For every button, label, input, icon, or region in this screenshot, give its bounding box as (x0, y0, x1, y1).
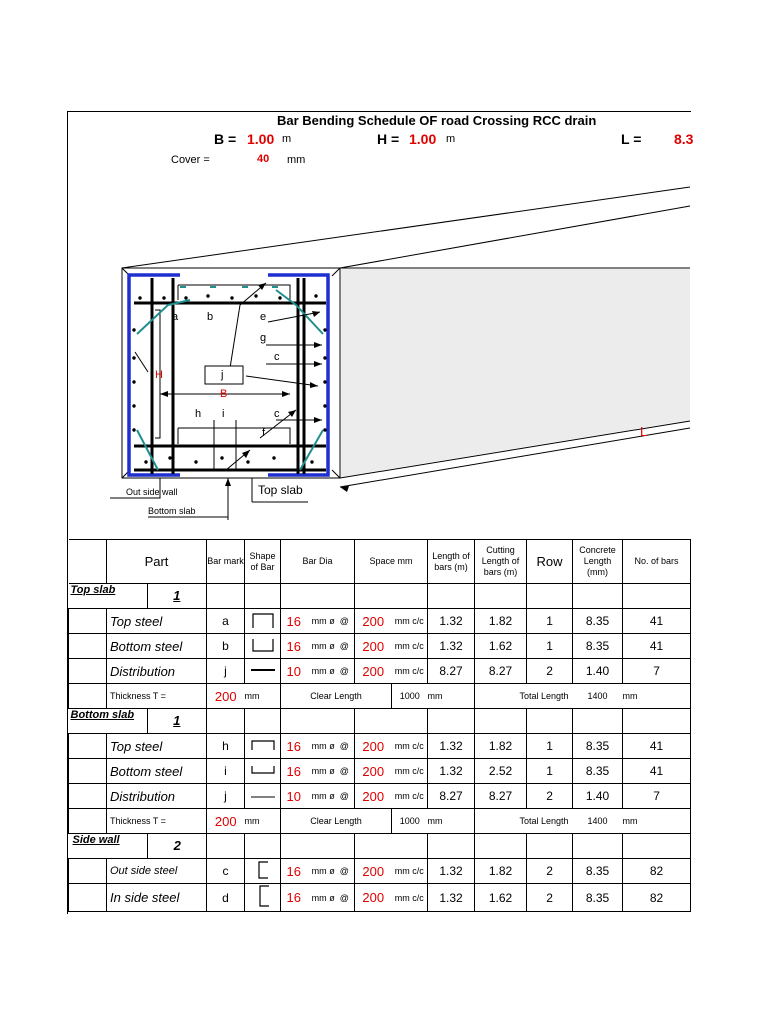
shape-cup-icon (245, 634, 281, 659)
width-value[interactable]: 1.00 (247, 131, 275, 147)
label-e: e (260, 311, 267, 323)
thickness-row: Thickness T = 200 mm Clear Length 1000 mm Total Length 1400 mm (69, 809, 691, 834)
shape-bracket-icon (245, 884, 281, 912)
height-value[interactable]: 1.00 (409, 131, 437, 147)
width-unit: m (282, 133, 292, 145)
section-number: 1 (147, 709, 206, 733)
table-row: Top steel h 16 mm ø @ 200 mm c/c 1.32 1.82 1 8.35 41 (69, 734, 691, 759)
drain-section-diagram (68, 175, 690, 539)
shape-bracket-icon (245, 859, 281, 884)
label-j: j (221, 369, 224, 381)
table-row: Distribution j 10 mm ø @ 200 mm c/c 8.27 8.27 2 1.40 7 (69, 659, 691, 684)
section-number: 1 (147, 584, 206, 608)
section-row-side-wall (69, 834, 691, 859)
label-f: f (262, 427, 266, 439)
header-part: Part (107, 540, 207, 584)
shape-bar-icon (245, 784, 281, 809)
label-i: i (222, 408, 225, 420)
cover-value[interactable]: 40 (257, 153, 270, 165)
label-c-top: c (274, 351, 280, 363)
shape-cap-icon (245, 609, 281, 634)
section-name: Side wall (72, 834, 120, 846)
table-row: Top steel a 16 mm ø @ 200 mm c/c 1.32 1.82 1 8.35 41 (69, 609, 691, 634)
length-label: L = (621, 131, 642, 147)
table-row: In side steel d 16 mm ø @ 200 mm c/c 1.32 1.62 2 8.35 82 (69, 884, 691, 912)
table-row: Out side steel c 16 mm ø @ 200 mm c/c 1.32 1.82 2 8.35 82 (69, 859, 691, 884)
callout-top-slab: Top slab (258, 483, 303, 497)
label-b: b (207, 311, 214, 323)
table-row: Distribution j 10 mm ø @ 200 mm c/c 8.27 8.27 2 1.40 7 (69, 784, 691, 809)
thickness-row: Thickness T = 200 mm Clear Length 1000 mm Total Length 1400 mm (69, 684, 691, 709)
header-concrete: Concrete Length (mm) (573, 540, 623, 584)
shape-cap-icon (245, 734, 281, 759)
section-number: 2 (147, 834, 206, 858)
table-row: Bottom steel b 16 mm ø @ 200 mm c/c 1.32 1.62 1 8.35 41 (69, 634, 691, 659)
header-nos: No. of bars (623, 540, 691, 584)
label-h-height: H (155, 369, 163, 381)
header-row: Row (527, 540, 573, 584)
table-row: Bottom steel i 16 mm ø @ 200 mm c/c 1.32 2.52 1 8.35 41 (69, 759, 691, 784)
shape-cup-icon (245, 759, 281, 784)
callout-bottom-slab: Bottom slab (148, 506, 196, 516)
header-bar-mark: Bar mark (207, 540, 245, 584)
label-a: a (172, 311, 179, 323)
section-row-bottom-slab (69, 709, 691, 734)
cover-label: Cover = (171, 154, 210, 166)
page-title: Bar Bending Schedule OF road Crossing RCC drain (277, 113, 597, 128)
height-label: H = (377, 131, 400, 147)
header-space: Space mm (355, 540, 428, 584)
length-value[interactable]: 8.3 (674, 131, 694, 147)
callout-out-side-wall: Out side wall (126, 487, 178, 497)
width-label: B = (214, 131, 237, 147)
label-c-bottom: c (274, 408, 280, 420)
section-row-top-slab (69, 584, 691, 609)
section-name: Top slab (70, 584, 116, 596)
shape-bar-icon (245, 659, 281, 684)
bar-bending-schedule-table (68, 539, 691, 912)
header-length: Length of bars (m) (428, 540, 475, 584)
cover-unit: mm (287, 154, 306, 166)
height-unit: m (446, 133, 456, 145)
header-bar-dia: Bar Dia (281, 540, 355, 584)
label-b-width: B (220, 388, 228, 400)
label-h: h (195, 408, 202, 420)
header-cutting: Cutting Length of bars (m) (475, 540, 527, 584)
drain-side-face (341, 269, 690, 477)
section-name: Bottom slab (70, 709, 135, 721)
label-g: g (260, 332, 267, 344)
header-shape: Shape of Bar (245, 540, 281, 584)
label-l-length: L (640, 424, 648, 439)
